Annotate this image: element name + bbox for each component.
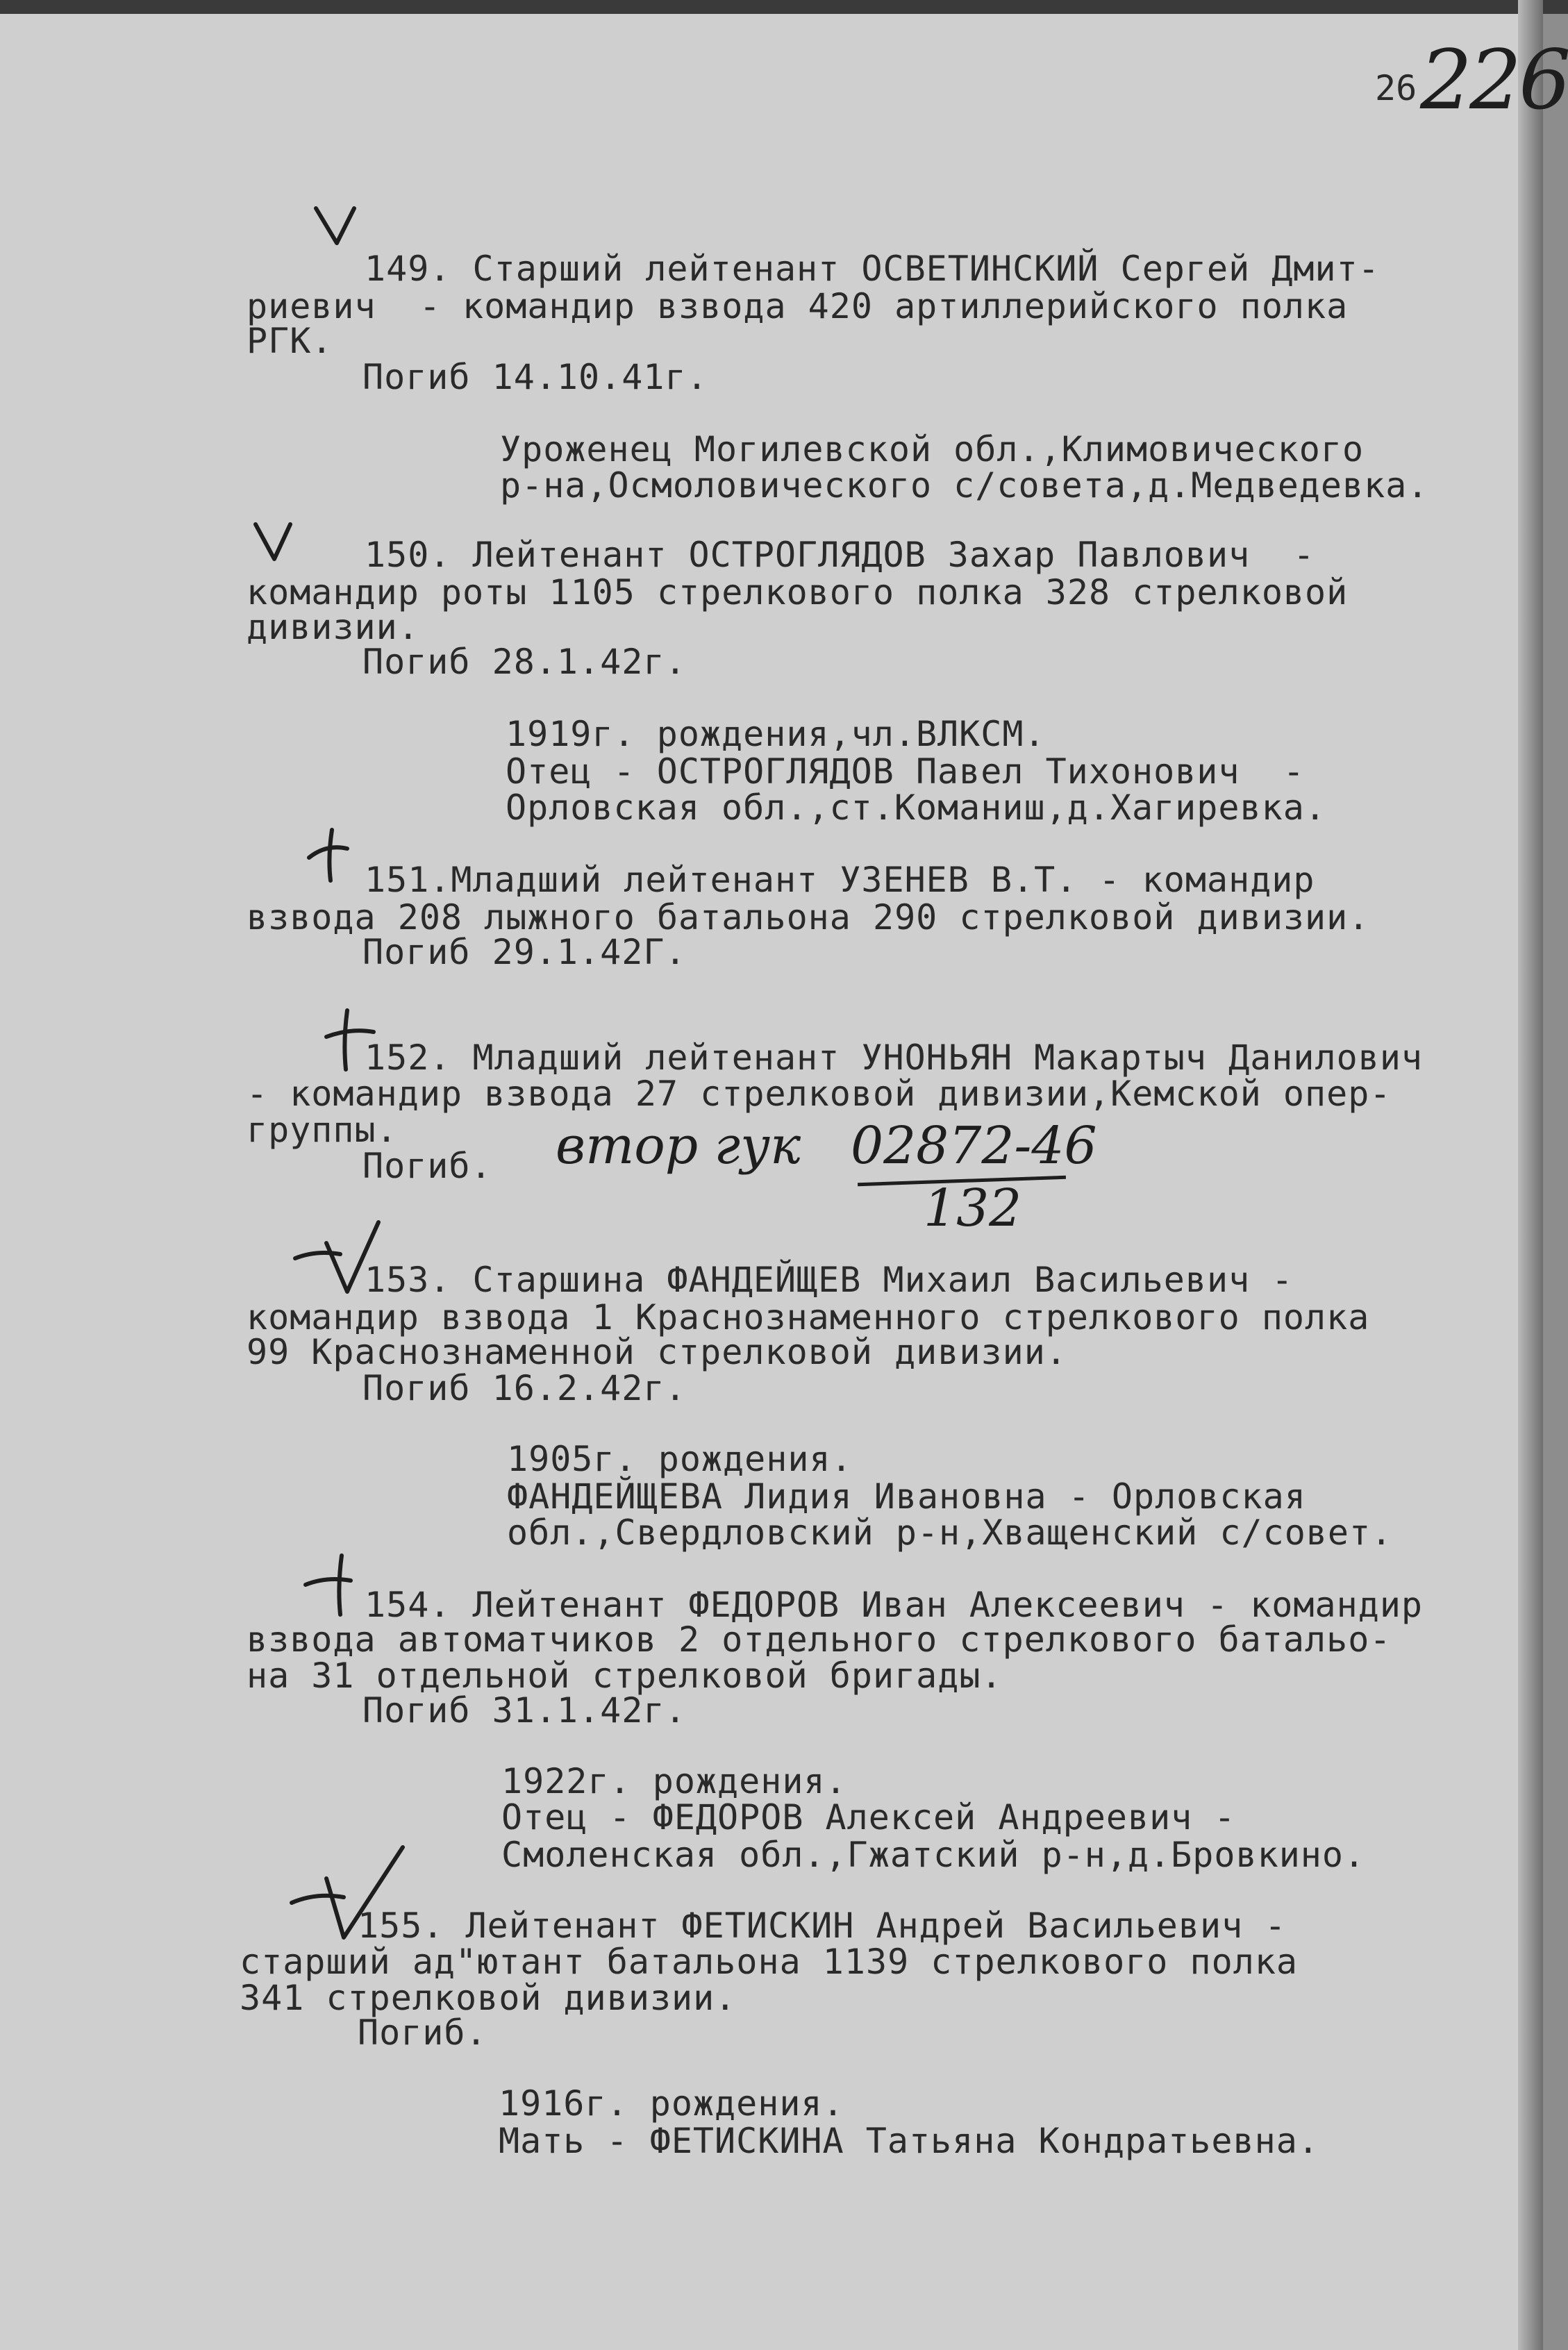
entry-155-line-2: старший ад"ютант батальона 1139 стрелкового полка xyxy=(240,1942,1299,1982)
entry-151-line-2: взвода 208 лыжного батальона 290 стрелковой дивизии. xyxy=(247,897,1370,938)
entry-151-death: Погиб 29.1.42Г. xyxy=(362,932,687,972)
entry-153-line-3: 99 Краснознаменной стрелковой дивизии. xyxy=(247,1332,1067,1372)
entry-154-line-1: 154. Лейтенант ФЕДОРОВ Иван Алексеевич - командир xyxy=(365,1585,1424,1625)
entry-150-line-3: дивизии. xyxy=(247,607,419,647)
handwritten-fraction-denominator: 132 xyxy=(924,1178,1022,1238)
entry-153-line-1: 153. Старшина ФАНДЕЙЩЕВ Михаил Васильевич - xyxy=(365,1260,1294,1300)
check-mark-icon xyxy=(256,524,290,559)
cross-mark-icon xyxy=(309,830,347,881)
entry-152-line-2: - командир взвода 27 стрелковой дивизии,Кемской опер- xyxy=(247,1074,1392,1114)
entry-153-detail-3: обл.,Свердловский р-н,Хващенский с/совет. xyxy=(507,1512,1393,1553)
entry-150-detail-2: Отец - ОСТРОГЛЯДОВ Павел Тихонович - xyxy=(506,751,1305,792)
entry-154-line-2: взвода автоматчиков 2 отдельного стрелкового батальо- xyxy=(247,1619,1392,1660)
entry-153-death: Погиб 16.2.42г. xyxy=(362,1368,687,1408)
handwritten-fraction-numerator: 02872-46 xyxy=(851,1116,1097,1176)
handwritten-note: втор гук xyxy=(556,1116,801,1176)
entry-150-line-1: 150. Лейтенант ОСТРОГЛЯДОВ Захар Павлович - xyxy=(365,535,1315,575)
entry-149-detail-2: р-на,Осмоловического с/совета,д.Медведевка. xyxy=(500,465,1429,506)
entry-150-detail-1: 1919г. рождения,чл.ВЛКСМ. xyxy=(506,714,1046,754)
entry-155-line-3: 341 стрелковой дивизии. xyxy=(240,1978,737,2018)
scan-right-edge xyxy=(1518,0,1543,2350)
entry-150-line-2: командир роты 1105 стрелкового полка 328 стрелковой xyxy=(247,572,1349,612)
entry-149-line-1: 149. Старший лейтенант ОСВЕТИНСКИЙ Сергей Дмит- xyxy=(365,249,1380,289)
entry-152-line-1: 152. Младший лейтенант УНОНЬЯН Макартыч Данилович xyxy=(365,1038,1424,1078)
entry-149-line-2: риевич - командир взвода 420 артиллерийского полка xyxy=(247,286,1349,326)
page-number: 26 xyxy=(1375,68,1417,108)
entry-149-death: Погиб 14.10.41г. xyxy=(362,357,708,397)
entry-152-line-3: группы. xyxy=(247,1110,398,1150)
check-mark-icon xyxy=(316,208,354,243)
entry-149-detail-1: Уроженец Могилевской обл.,Климовического xyxy=(500,429,1365,469)
entry-153-detail-1: 1905г. рождения. xyxy=(507,1439,853,1479)
entry-154-detail-2: Отец - ФЕДОРОВ Алексей Андреевич - xyxy=(501,1797,1236,1838)
entry-154-death: Погиб 31.1.42г. xyxy=(362,1690,687,1731)
entry-155-detail-1: 1916г. рождения. xyxy=(499,2083,844,2124)
entry-152-death: Погиб. xyxy=(362,1146,492,1186)
entry-154-detail-3: Смоленская обл.,Гжатский р-н,д.Бровкино. xyxy=(501,1835,1366,1875)
entry-154-line-3: на 31 отдельной стрелковой бригады. xyxy=(247,1656,1003,1696)
entry-151-line-1: 151.Младший лейтенант УЗЕНЕВ В.Т. - командир xyxy=(365,860,1315,900)
archive-page-number: 226 xyxy=(1420,32,1568,128)
entry-153-detail-2: ФАНДЕЙЩЕВА Лидия Ивановна - Орловская xyxy=(507,1476,1306,1517)
entry-155-death: Погиб. xyxy=(358,2012,487,2053)
entry-154-detail-1: 1922г. рождения. xyxy=(501,1761,847,1801)
entry-155-detail-2: Мать - ФЕТИСКИНА Татьяна Кондратьевна. xyxy=(499,2121,1319,2161)
scan-top-edge xyxy=(0,0,1568,14)
entry-149-line-3: РГК. xyxy=(247,321,333,361)
entry-155-line-1: 155. Лейтенант ФЕТИСКИН Андрей Васильевич - xyxy=(358,1906,1287,1946)
entry-153-line-2: командир взвода 1 Краснознаменного стрелкового полка xyxy=(247,1297,1370,1338)
entry-150-detail-3: Орловская обл.,ст.Команиш,д.Хагиревка. xyxy=(506,788,1326,828)
entry-150-death: Погиб 28.1.42г. xyxy=(362,642,687,682)
cross-mark-icon xyxy=(306,1556,351,1615)
